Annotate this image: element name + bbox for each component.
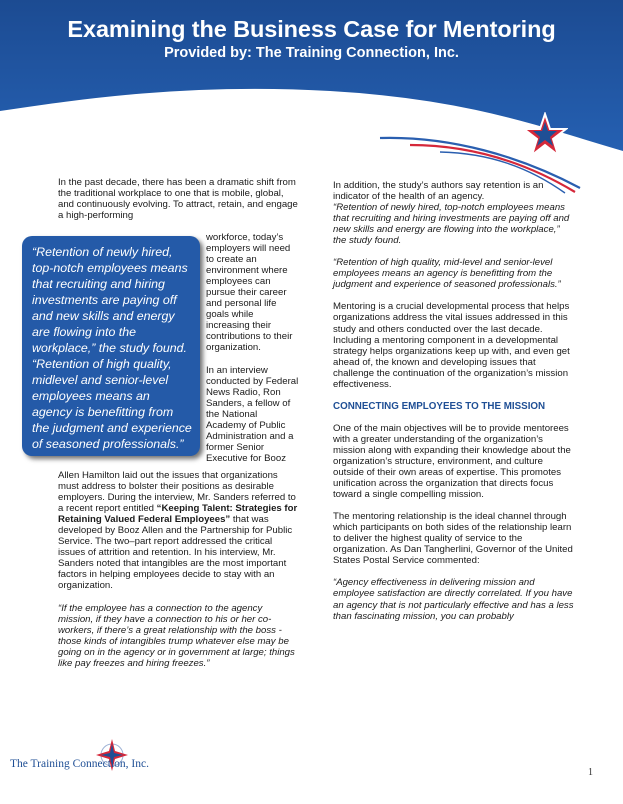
page-subtitle: Provided by: The Training Connection, Inc. xyxy=(164,45,459,61)
sanders-quote: “If the employee has a connection to the agency mission, if they have a connection to his or her co-workers, if there’s a great relationship with the boss - those kinds of intangibles trump whatever else may be going on in the agency or in government at large; things like pay freezes and hiring freezes.” xyxy=(58,602,295,669)
report-title: “Keeping Talent: Strategies for Retaining Valued Federal Employees” xyxy=(58,503,298,526)
wrap-paragraph-1: workforce, today’s employers will need to create an environment where employees can pursue their career and personal life goals while increasing their contributions to their organization. xyxy=(206,232,293,354)
retention-paragraph: In addition, the study’s authors say retention is an indicator of the health of an agency. xyxy=(333,180,544,203)
study-quote-2: “Retention of high quality, mid-level and senior-level employees means an agency is benefitting from the judgment and experience of seasoned professionals.” xyxy=(333,257,561,291)
star-icon xyxy=(522,112,568,158)
right-column-body xyxy=(333,180,575,633)
section-heading: CONNECTING EMPLOYEES TO THE MISSION xyxy=(333,400,546,412)
page-number: 1 xyxy=(588,767,593,778)
page-title: Examining the Business Case for Mentoring xyxy=(67,16,556,42)
objectives-paragraph: One of the main objectives will be to provide mentorees with a greater understanding of the organization’s mission along with expanding their knowledge about the organization’s structure, environment, and culture outside of their own areas of expertise. This promotes unification across the organization that directs focus toward a single compelling mission. xyxy=(333,422,571,501)
company-logo xyxy=(10,732,190,782)
logo-text: The Training Connection, Inc. xyxy=(10,758,149,770)
sanders-paragraph xyxy=(58,470,298,592)
mentoring-paragraph: Mentoring is a crucial developmental process that helps organizations address the vital issues addressed in this study and others conducted over the last decade. Including a mentoring component in a developmental strategy helps organizations keep up with, and even get ahead of, the known and developing issues that challenge the continuation of the organization’s mission effectiveness. xyxy=(333,301,570,390)
intro-paragraph xyxy=(58,177,298,232)
sanders-text-b: that was developed by Booz Allen and the Partnership for Public Service. The two–part report addressed the critical issues of attrition and retention. In his interview, Mr. Sanders noted that intangibles are the most important factors in helping employees decide to stay with an organization. xyxy=(58,514,293,592)
tangherlini-quote: “Agency effectiveness in delivering mission and employee satisfaction are directly correlated. If you have an agency that is not particularly effective and has a less than fascinating mission, you can probably xyxy=(333,577,574,622)
left-column-body xyxy=(58,470,298,680)
wrap-paragraph-2: In an interview conducted by Federal News Radio, Ron Sanders, a fellow of the National Academy of Public Administration and a former Senior Executive for Booz xyxy=(206,364,299,464)
intro-text: In the past decade, there has been a dramatic shift from the traditional workplace to one that is mobile, global, and continuously evolving. To attract, retain, and engage a high-performing xyxy=(58,177,298,222)
sanders-text-a: Allen Hamilton laid out the issues that organizations must address to bolster their positions as desirable employers. During the interview, Mr. Sanders referred to a recent report entitled xyxy=(58,470,296,515)
pull-quote-box xyxy=(22,236,200,456)
relationship-paragraph: The mentoring relationship is the ideal channel through which participants on both sides of the relationship learn to deliver the highest quality of service to the organization. As Dan Tangherlini, Governor of the United States Postal Service commented: xyxy=(333,511,573,567)
pull-quote-text: “Retention of newly hired, top-notch employees means that recruiting and hiring investments are paying off and new skills and energy are flowing into the workplace,” the study found. “Retention of high quality, midlevel and senior-level employees means an agency is benefitting from the judgment and experience of seasoned professionals.” xyxy=(32,245,192,451)
wrap-text-column xyxy=(206,232,299,464)
study-quote-1: “Retention of newly hired, top-notch employees means that recruiting and hiring investments are paying off and new skills and energy are flowing into the workplace,” the study found. xyxy=(333,202,570,247)
